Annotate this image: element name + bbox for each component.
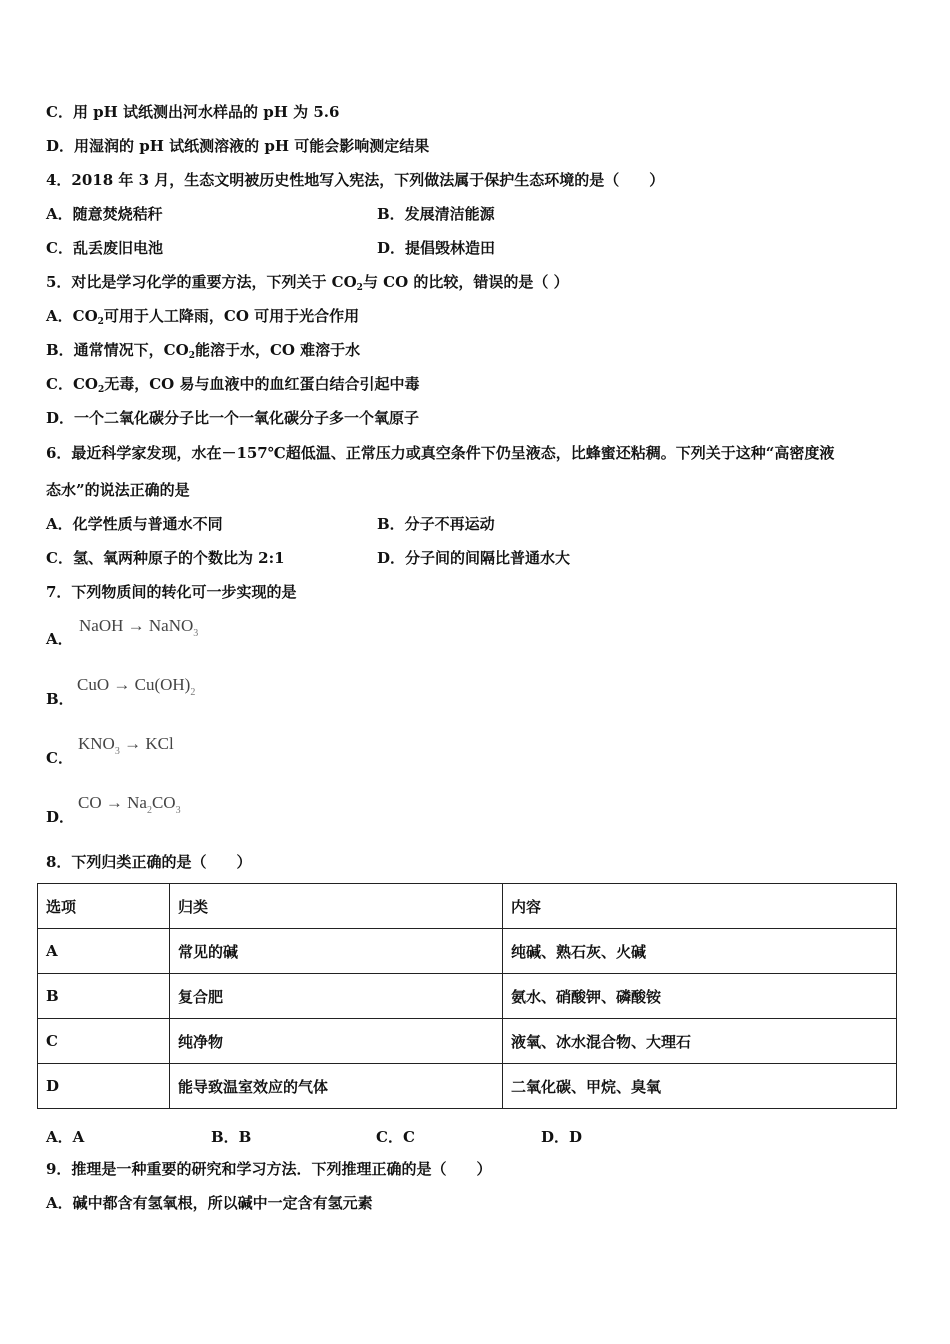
question-7: 7．下列物质间的转化可一步实现的是 [46, 583, 297, 601]
classification-table [37, 883, 897, 1109]
question-7-option-a-label: A． [46, 630, 73, 648]
table-cell: 氨水、硝酸钾、磷酸铵 [503, 974, 897, 1019]
question-6-option-c: C．氢、氧两种原子的个数比为 2:1 [46, 549, 285, 567]
question-9-option-a: A．碱中都含有氢氧根，所以碱中一定含有氢元素 [46, 1194, 373, 1212]
question-6-options-row-2 [46, 548, 571, 568]
question-8-answer-b: B．B [211, 1128, 252, 1146]
question-9: 9．推理是一种重要的研究和学习方法．下列推理正确的是（ ） [46, 1160, 492, 1178]
table-header-row [38, 884, 897, 929]
question-6-option-b: B．分子不再运动 [377, 515, 495, 533]
question-7-option-c-label: C． [46, 749, 73, 767]
table-row [38, 1064, 897, 1109]
table-header-cell: 选项 [38, 884, 170, 929]
table-header-cell: 内容 [503, 884, 897, 929]
question-4-option-a: A．随意焚烧秸秆 [46, 205, 163, 223]
question-5-option-b: B．通常情况下，$CO_2$能溶于水，CO 难溶于水 [46, 341, 361, 361]
question-5-option-c: C．$CO_2$无毒，CO 易与血液中的血红蛋白结合引起中毒 [46, 375, 420, 395]
question-6-line-1: 6．最近科学家发现，水在－157℃超低温、正常压力或真空条件下仍呈液态，比蜂蜜还粘稠。下列关于这种“高密度液 [46, 444, 835, 462]
question-7-option-b-label: B． [46, 690, 74, 708]
question-3-option-c: C．用 pH 试纸测出河水样品的 pH 为 5.6 [46, 103, 340, 121]
table-row [38, 974, 897, 1019]
question-5: 5．对比是学习化学的重要方法，下列关于 $CO_2$与 CO 的比较，错误的是（ ） [46, 273, 569, 293]
question-4-options-row-1 [46, 204, 495, 224]
question-7-option-b-formula: CuO → $Cu(OH)_2$ [77, 675, 196, 698]
question-5-option-a: A．$CO_2$可用于人工降雨，CO 可用于光合作用 [46, 307, 360, 327]
question-7-option-d-label: D． [46, 808, 75, 826]
table-row [38, 1019, 897, 1064]
table-cell: 常见的碱 [170, 929, 503, 974]
table-cell: 液氧、冰水混合物、大理石 [503, 1019, 897, 1064]
question-3-option-d: D．用湿润的 pH 试纸测溶液的 pH 可能会影响测定结果 [46, 137, 430, 155]
table-cell: 能导致温室效应的气体 [170, 1064, 503, 1109]
question-8-answer-a: A．A [46, 1128, 85, 1146]
table-cell: B [38, 974, 170, 1019]
question-6-line-2: 态水”的说法正确的是 [46, 481, 190, 499]
table-cell: A [38, 929, 170, 974]
question-4: 4．2018 年 3 月，生态文明被历史性地写入宪法，下列做法属于保护生态环境的是（ ） [46, 171, 665, 189]
table-header-cell: 归类 [170, 884, 503, 929]
question-7-option-a-formula: NaOH → NaNO$_3$ [79, 616, 199, 639]
table-cell: C [38, 1019, 170, 1064]
table-row [38, 929, 897, 974]
question-5-option-d: D．一个二氧化碳分子比一个一氧化碳分子多一个氧原子 [46, 409, 420, 427]
table-cell: 纯净物 [170, 1019, 503, 1064]
question-7-option-c-formula: $KNO_3$ → KCl [78, 734, 174, 757]
table-cell: 复合肥 [170, 974, 503, 1019]
question-4-option-c: C．乱丢废旧电池 [46, 239, 163, 257]
table-cell: 纯碱、熟石灰、火碱 [503, 929, 897, 974]
question-6-option-a: A．化学性质与普通水不同 [46, 515, 223, 533]
question-4-option-d: D．提倡毁林造田 [377, 239, 496, 257]
table-cell: 二氧化碳、甲烷、臭氧 [503, 1064, 897, 1109]
table-cell: D [38, 1064, 170, 1109]
question-4-option-b: B．发展清洁能源 [377, 205, 495, 223]
question-8-answer-d: D．D [541, 1128, 583, 1146]
question-4-options-row-2 [46, 238, 496, 258]
question-6-options-row-1 [46, 514, 495, 534]
question-8: 8．下列归类正确的是（ ） [46, 853, 252, 871]
question-8-answer-c: C．C [376, 1128, 415, 1146]
question-7-option-d-formula: CO → $Na_2CO_3$ [78, 793, 181, 816]
question-6-option-d: D．分子间的间隔比普通水大 [377, 549, 571, 567]
